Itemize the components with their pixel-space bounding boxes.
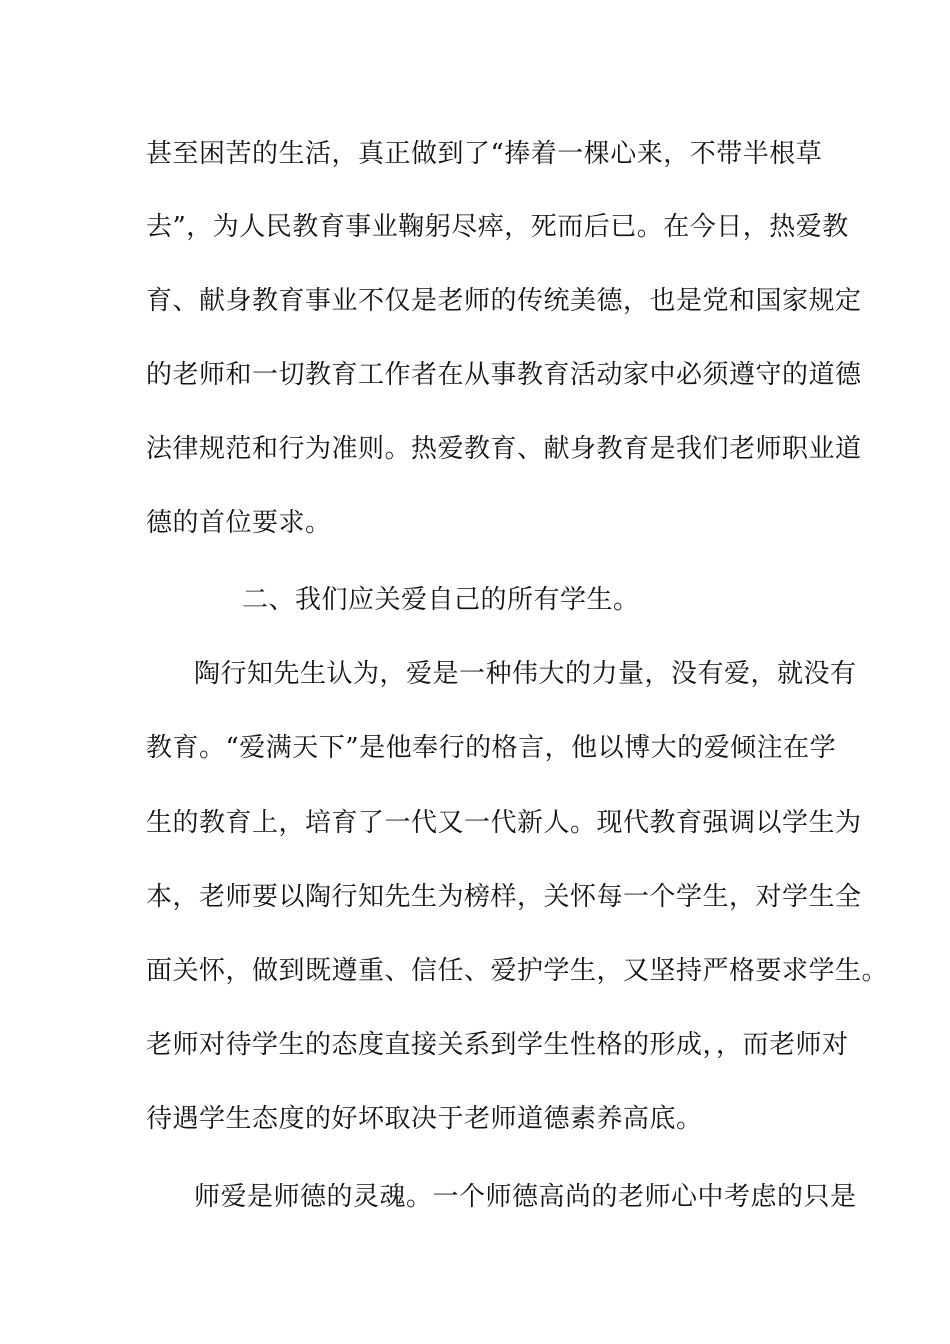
text-line: 德的首位要求。 (146, 508, 332, 538)
text-line: 法律规范和行为准则。热爱教育、献身教育是我们老师职业道 (146, 434, 862, 464)
text-line: 的老师和一切教育工作者在从事教育活动家中必须遵守的道德 (146, 360, 862, 390)
text-line: 面关怀，做到既遵重、信任、爱护学生，又坚持严格要求学生。 (146, 956, 889, 986)
text-line: 甚至困苦的生活，真正做到了“捧着一棵心来，不带半根草 (146, 139, 823, 169)
text-line: 育、献身教育事业不仅是老师的传统美德，也是党和国家规定 (146, 286, 862, 316)
text-line: 待遇学生态度的好坏取决于老师道德素养高底。 (146, 1104, 703, 1134)
section-heading: 二、我们应关爱自己的所有学生。 (242, 585, 640, 615)
text-line: 陶行知先生认为，爱是一种伟大的力量，没有爱，就没有 (194, 659, 857, 689)
text-line: 教育。“爱满天下”是他奉行的格言，他以博大的爱倾注在学 (146, 733, 837, 763)
text-line: 师爱是师德的灵魂。一个师德高尚的老师心中考虑的只是 (194, 1182, 857, 1212)
text-line: 去”，为人民教育事业鞠躬尽瘁，死而后已。在今日，热爱教 (146, 212, 849, 242)
text-line: 本，老师要以陶行知先生为榜样，关怀每一个学生，对学生全 (146, 882, 862, 912)
text-line: 生的教育上，培育了一代又一代新人。现代教育强调以学生为 (146, 808, 862, 838)
text-line: 老师对待学生的态度直接关系到学生性格的形成，，而老师对 (146, 1030, 849, 1060)
